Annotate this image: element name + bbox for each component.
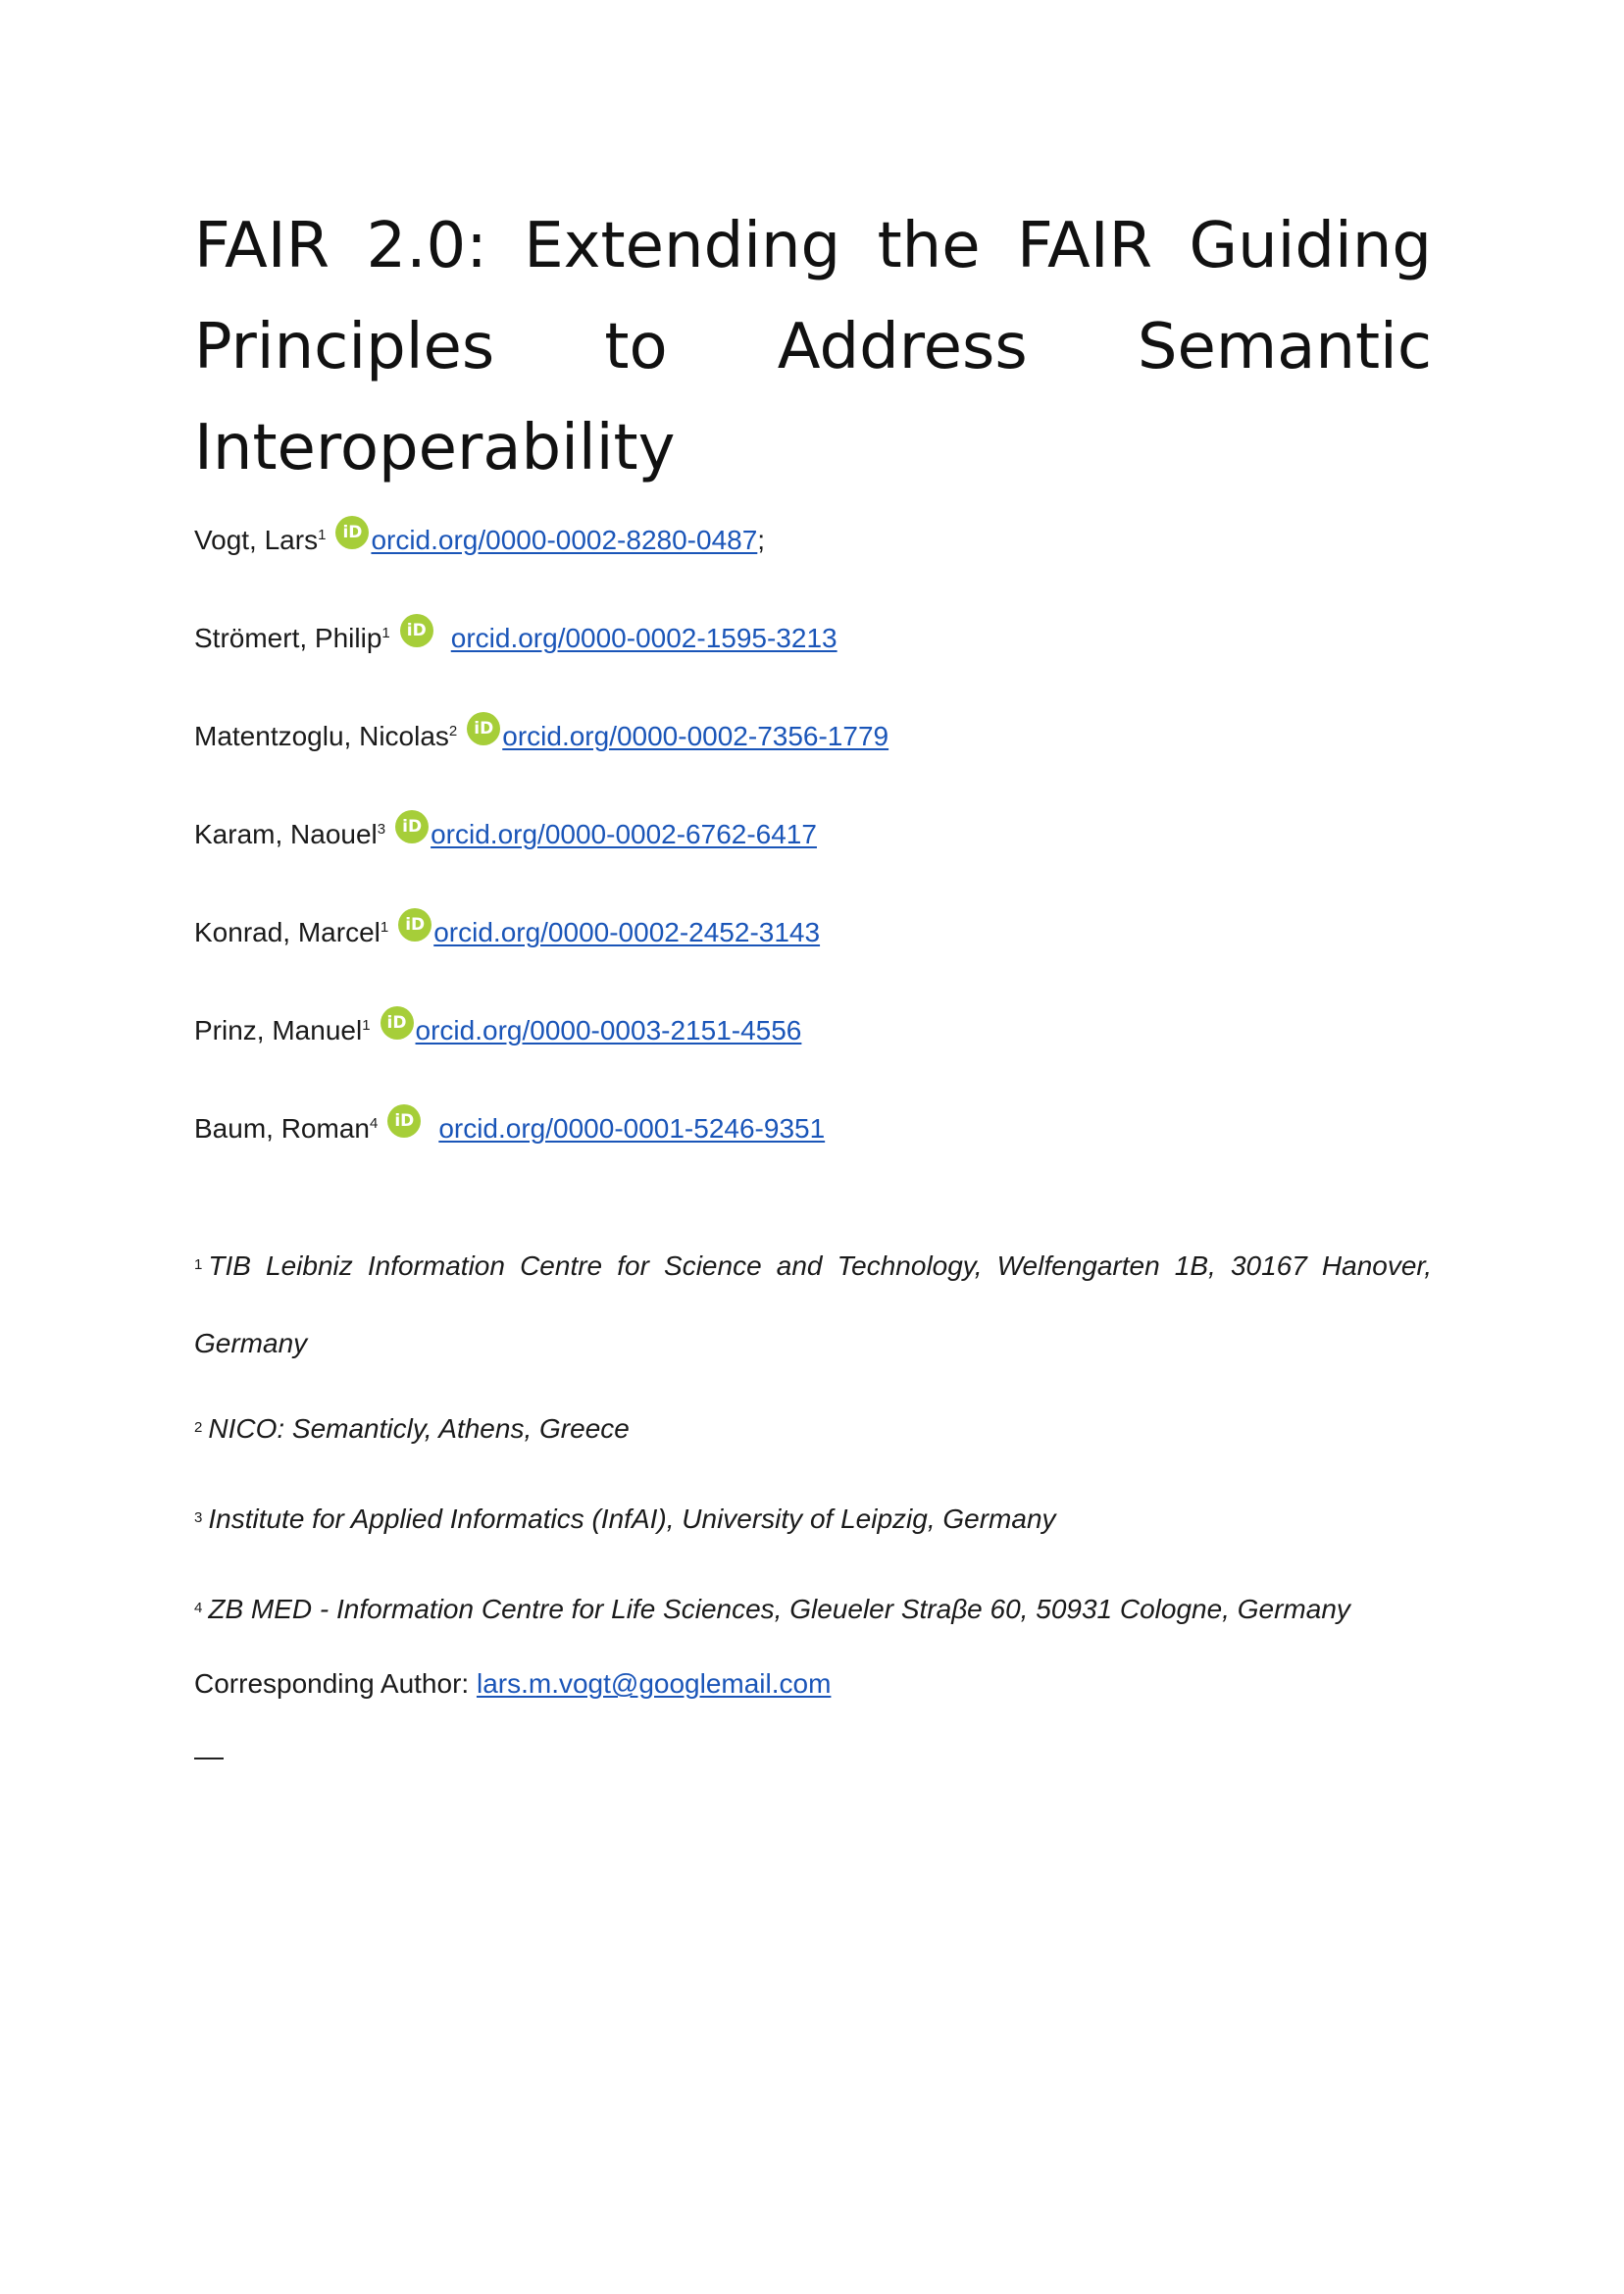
orcid-icon: iD [467,712,500,745]
author-affiliation-marker: 1 [380,918,389,936]
orcid-icon: iD [395,810,429,843]
paper-title: FAIR 2.0: Extending the FAIR Guiding Principles to Address Semantic Interoperability [194,210,1432,484]
affiliation-marker: 2 [194,1419,203,1436]
author-name: Karam, Naouel [194,819,378,849]
author-line [194,619,837,658]
author-name: Strömert, Philip [194,623,382,653]
orcid-link[interactable]: orcid.org/0000-0002-7356-1779 [502,721,889,751]
corresponding-author [194,1664,831,1704]
author-line [194,1109,825,1148]
orcid-link[interactable]: orcid.org/0000-0001-5246-9351 [438,1113,826,1144]
author-affiliation-marker: 2 [448,722,458,739]
author-name: Baum, Roman [194,1113,370,1144]
affiliation-item [194,1500,1432,1544]
affiliation-text: ZB MED - Information Centre for Life Sciences, Gleueler Straβe 60, 50931 Cologne, Germany [208,1594,1350,1624]
author-line [194,815,817,854]
author-name: Matentzoglu, Nicolas [194,721,449,751]
orcid-icon: iD [335,516,369,549]
author-line [194,913,820,952]
affiliation-item [194,1230,1432,1380]
author-affiliation-marker: 1 [318,526,327,543]
author-name: Vogt, Lars [194,525,319,555]
author-separator: ; [757,525,766,555]
author-affiliation-marker: 1 [362,1016,371,1034]
affiliation-marker: 4 [194,1600,203,1616]
author-line [194,717,888,756]
author-name: Prinz, Manuel [194,1015,363,1045]
author-affiliation-marker: 4 [369,1114,379,1132]
orcid-link[interactable]: orcid.org/0000-0002-2452-3143 [433,917,821,947]
affiliation-text: Institute for Applied Informatics (InfAI), University of Leipzig, Germany [208,1504,1056,1534]
orcid-link[interactable]: orcid.org/0000-0002-1595-3213 [450,623,837,653]
orcid-icon: iD [400,614,433,647]
separator-dash [194,1758,224,1759]
orcid-link[interactable]: orcid.org/0000-0002-6762-6417 [431,819,817,849]
paper-title-page [194,0,1432,2294]
author-name: Konrad, Marcel [194,917,381,947]
author-line [194,1011,801,1050]
orcid-icon: iD [387,1104,421,1138]
author-affiliation-marker: 1 [381,624,390,641]
affiliation-text: TIB Leibniz Information Centre for Science and Technology, Welfengarten 1B, 30167 Hanover, Germany [194,1250,1432,1358]
affiliation-item [194,1409,1432,1453]
affiliation-marker: 1 [194,1256,203,1273]
author-line [194,521,765,560]
orcid-link[interactable]: orcid.org/0000-0003-2151-4556 [415,1015,802,1045]
corresponding-email-link[interactable]: lars.m.vogt@googlemail.com [476,1668,832,1699]
orcid-icon: iD [398,908,431,942]
affiliation-text: NICO: Semanticly, Athens, Greece [208,1413,630,1444]
orcid-link[interactable]: orcid.org/0000-0002-8280-0487 [371,525,758,555]
author-affiliation-marker: 3 [377,820,386,838]
orcid-icon: iD [381,1006,414,1040]
affiliation-marker: 3 [194,1509,203,1526]
corresponding-author-label: Corresponding Author: [194,1668,470,1699]
affiliation-item [194,1590,1432,1634]
